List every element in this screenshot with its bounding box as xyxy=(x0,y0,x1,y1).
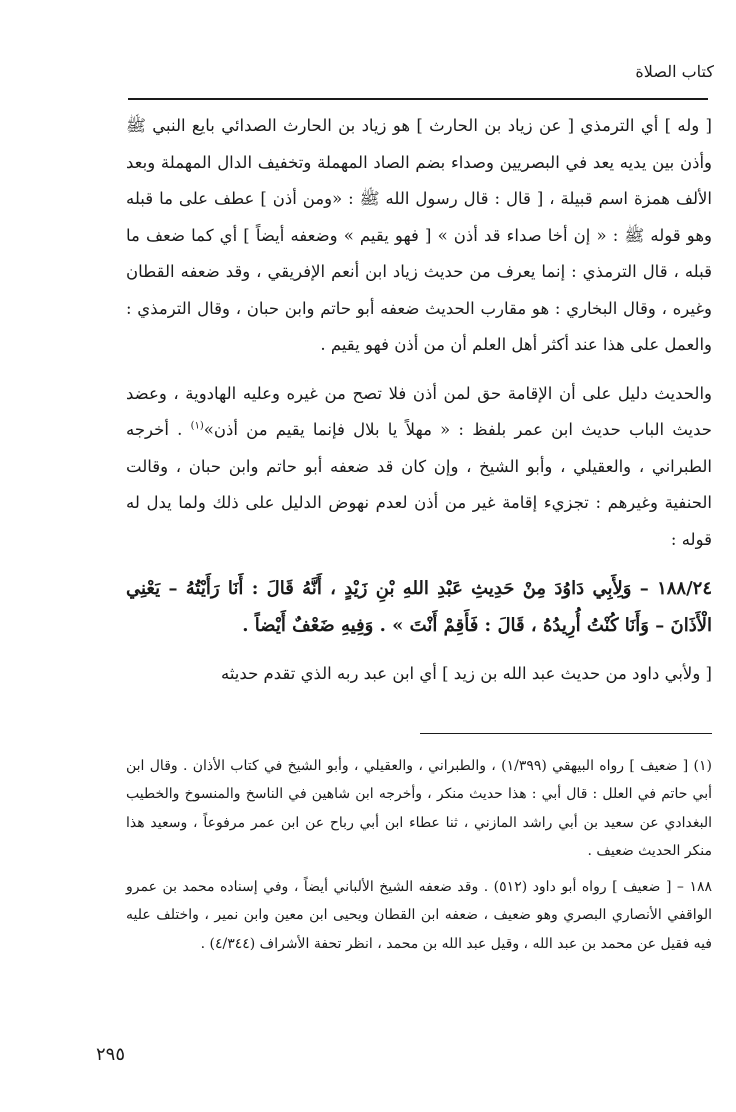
body-text xyxy=(126,108,712,693)
hadith-text: ١٨٨/٢٤ – وَلِأَبِي دَاوُدَ مِنْ حَدِيثِ عَبْدِ اللهِ بْنِ زَيْدٍ ، أَنَّهُ قَالَ : أَنَا رَأَيْتُهُ – يَعْنِي الْأَذَانَ – وَأَنَا كُنْتُ أُرِيدُهُ ، قَالَ : فَأَقِمْ أَنْتَ » . وَفِيهِ ضَعْفٌ أَيْضاً . xyxy=(126,578,712,636)
footnote-1: (١) [ ضعيف ] رواه البيهقي (١/٣٩٩) ، والطبراني ، والعقيلي ، وأبو الشيخ في كتاب الأذان . وقال ابن أبي حاتم في العلل : قال أبي : هذا حديث منكر ، وأخرجه ابن شاهين في الناسخ والمنسوخ والخطيب البغدادي عن سعيد بن أبي راشد المازني ، ثنا عطاء ابن أبي رباح عن ابن عمر مرفوعاً ، وسعيد هذا منكر الحديث ضعيف . xyxy=(126,758,712,859)
footnote-188: ١٨٨ – [ ضعيف ] رواه أبو داود (٥١٢) . وقد ضعفه الشيخ الألباني أيضاً ، وفي إسناده محمد بن عمرو الواقفي الأنصاري البصري وهو ضعيف ، ضعفه ابن القطان ويحيى ابن معين وابن نمير ، واختلف عليه فيه فقيل عن محمد بن عبد الله ، وقيل عبد الله بن محمد ، انظر تحفة الأشراف (٤/٣٤٤) . xyxy=(126,879,712,952)
page-number: ٢٩٥ xyxy=(96,1044,126,1065)
footnote-rule xyxy=(420,733,712,734)
running-header: كتاب الصلاة xyxy=(635,62,714,81)
paragraph-2-part-a: والحديث دليل على أن الإقامة حق لمن أذن فلا تصح من غيره وعليه الهادوية ، وعضد حديث الباب حديث ابن عمر بلفظ : « مهلاً يا بلال فإنما يقيم من أذن» xyxy=(126,383,712,439)
footnotes xyxy=(126,752,712,958)
footnote-marker: (١) xyxy=(190,420,204,432)
paragraph-commentary-1: [ وله ] أي الترمذي [ عن زياد بن الحارث ] هو زياد بن الحارث الصدائي بايع النبي ﷺ وأذن بين يديه يعد في البصريين وصداء بضم الصاد المهملة وتخفيف الدال المهملة وبعد الألف همزة اسم قبيلة ، [ قال : قال رسول الله ﷺ : «ومن أذن ] عطف على ما قبله وهو قوله ﷺ : « إن أخا صداء قد أذن » [ فهو يقيم » وضعفه أيضاً ] أي كما ضعف ما قبله ، قال الترمذي : إنما يعرف من حديث زياد ابن أنعم الإفريقي ، وقد ضعفه القطان وغيره ، وقال البخاري : هو مقارب الحديث ضعفه أبو حاتم وابن حبان ، وقال الترمذي : والعمل على هذا عند أكثر أهل العلم أن من أذن فهو يقيم . xyxy=(126,116,712,354)
header-rule xyxy=(128,98,708,100)
paragraph-commentary-3: [ ولأبي داود من حديث عبد الله بن زيد ] أي ابن عبد ربه الذي تقدم حديثه xyxy=(220,664,712,683)
paragraph-commentary-2 xyxy=(126,376,712,559)
paragraph-2-part-b: . أخرجه الطبراني ، والعقيلي ، وأبو الشيخ ، وإن كان قد ضعفه أبو حاتم وابن حبان ، وقالت الحنفية وغيرهم : تجزيء إقامة غير من أذن لعدم نهوض الدليل على ذلك ولما يدل له قوله : xyxy=(126,420,712,549)
